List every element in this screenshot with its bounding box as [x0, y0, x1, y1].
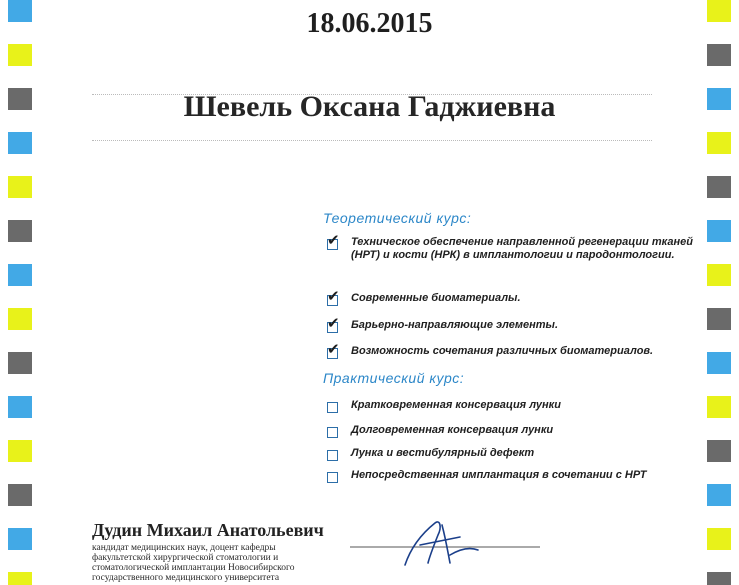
theory-item-label: Техническое обеспечение направленной регенерации тканей (НРТ) и кости (НРК) в имплантологии и пародонтологии.: [351, 236, 693, 261]
theory-item: [327, 314, 697, 333]
border-tile: [8, 396, 32, 418]
border-tile: [707, 462, 731, 484]
border-tile: [8, 330, 32, 352]
border-tile: [707, 308, 731, 330]
border-tile: [8, 484, 32, 506]
border-tile: [707, 132, 731, 154]
theory-item: [327, 231, 697, 262]
border-tile: [8, 154, 32, 176]
border-tile: [8, 176, 32, 198]
checkbox: [327, 472, 338, 483]
practice-item-label: Долговременная консервация лунки: [351, 424, 554, 436]
theory-item: [327, 287, 697, 306]
signature-stroke: [405, 522, 478, 565]
certificate-date: 18.06.2015: [306, 8, 433, 39]
checkbox: [327, 314, 340, 333]
border-tile: [707, 286, 731, 308]
border-tile: [707, 418, 731, 440]
checkbox: [327, 402, 338, 413]
border-tile: [707, 220, 731, 242]
practice-item: [327, 469, 697, 483]
right-decorative-border: [707, 0, 731, 585]
border-tile: [707, 572, 731, 585]
border-tile: [707, 440, 731, 462]
border-tile: [707, 374, 731, 396]
border-tile: [707, 550, 731, 572]
signer-title: кандидат медицинских наук, доцент кафедры факультетской хирургической стоматологии и стоматологической имплантации Новосибирского государственного медицинского университета: [92, 543, 295, 583]
border-tile: [707, 528, 731, 550]
theory-section-title: Теоретический курс:: [323, 210, 472, 226]
theory-item: [327, 340, 697, 359]
border-tile: [8, 132, 32, 154]
border-tile: [707, 154, 731, 176]
practice-section-title: Практический курс:: [323, 370, 465, 386]
border-tile: [8, 550, 32, 572]
checkmark-icon: ✔: [327, 340, 340, 358]
border-tile: [8, 440, 32, 462]
checkbox: [327, 450, 338, 461]
border-tile: [8, 418, 32, 440]
checkbox: [327, 231, 340, 250]
border-tile: [707, 44, 731, 66]
border-tile: [707, 176, 731, 198]
handwritten-signature: [350, 505, 550, 575]
checkmark-icon: ✔: [327, 231, 340, 249]
border-tile: [707, 198, 731, 220]
border-tile: [8, 506, 32, 528]
border-tile: [8, 286, 32, 308]
border-tile: [707, 396, 731, 418]
border-tile: [707, 484, 731, 506]
practice-item-label: Кратковременная консервация лунки: [351, 399, 561, 411]
practice-item: [327, 447, 697, 461]
border-tile: [8, 198, 32, 220]
border-tile: [707, 506, 731, 528]
border-tile: [8, 572, 32, 585]
practice-item-label: Непосредственная имплантация в сочетании с НРТ: [351, 469, 647, 481]
border-tile: [8, 66, 32, 88]
border-tile: [707, 330, 731, 352]
border-tile: [8, 242, 32, 264]
practice-item-label: Лунка и вестибулярный дефект: [351, 447, 535, 459]
checkbox: [327, 427, 338, 438]
left-decorative-border: [8, 0, 32, 585]
border-tile: [8, 44, 32, 66]
border-tile: [707, 66, 731, 88]
checkmark-icon: ✔: [327, 314, 340, 332]
recipient-name: Шевель Оксана Гаджиевна: [183, 90, 556, 123]
checkbox: [327, 287, 340, 306]
border-tile: [8, 528, 32, 550]
border-tile: [8, 308, 32, 330]
border-tile: [8, 462, 32, 484]
theory-item-label: Возможность сочетания различных биоматериалов.: [351, 345, 654, 357]
border-tile: [707, 242, 731, 264]
theory-item-label: Современные биоматериалы.: [351, 292, 521, 304]
border-tile: [8, 352, 32, 374]
border-tile: [8, 264, 32, 286]
checkbox: [327, 340, 340, 359]
theory-item-label: Барьерно-направляющие элементы.: [351, 319, 559, 331]
border-tile: [707, 264, 731, 286]
border-tile: [8, 220, 32, 242]
signer-name: Дудин Михаил Анатольевич: [92, 520, 324, 540]
checkmark-icon: ✔: [327, 287, 340, 305]
practice-item: [327, 399, 697, 413]
practice-item: [327, 424, 697, 438]
dotted-divider: [92, 140, 652, 142]
border-tile: [8, 374, 32, 396]
border-tile: [707, 352, 731, 374]
